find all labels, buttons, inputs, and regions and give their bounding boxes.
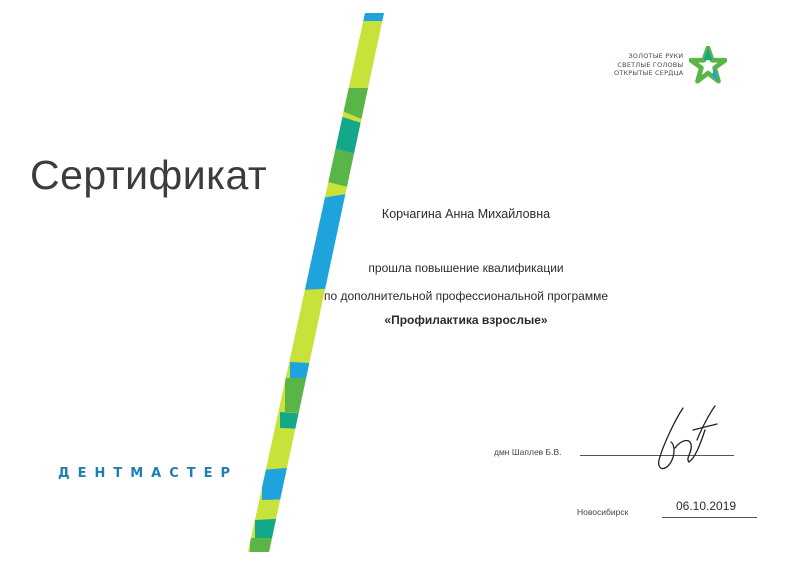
brand-letter: Т <box>113 466 131 481</box>
brand-letter: С <box>169 466 187 481</box>
program-title: «Профилактика взрослые» <box>384 313 548 327</box>
certificate-title: Сертификат <box>30 152 268 198</box>
handwritten-signature <box>645 400 720 480</box>
logo-slogan-line: ОТКРЫТЫЕ СЕРДЦА <box>614 69 684 78</box>
city-label: Новосибирск <box>577 507 629 517</box>
logo-slogan-line: СВЕТЛЫЕ ГОЛОВЫ <box>617 60 684 69</box>
brand-letter: Е <box>77 466 95 481</box>
brand-letter: Н <box>94 466 114 481</box>
star-icon <box>689 46 727 84</box>
brand-letter: Е <box>203 466 221 481</box>
achievement-text: прошла повышение квалификации <box>368 261 564 275</box>
logo-slogan-line: ЗОЛОТЫЕ РУКИ <box>628 52 684 61</box>
date-underline <box>662 517 757 518</box>
brand-letter: Т <box>186 466 204 481</box>
brand-letter: Д <box>58 466 78 481</box>
brand-letter: М <box>130 466 152 481</box>
brand-logotype <box>58 466 238 481</box>
issue-date: 06.10.2019 <box>676 499 737 513</box>
brand-letter: А <box>151 466 170 481</box>
recipient-name: Корчагина Анна Михайловна <box>381 207 551 221</box>
organization-logo <box>614 46 727 84</box>
signer-name: дмн Шаплев Б.В. <box>494 447 562 457</box>
brand-letter: Р <box>220 466 239 481</box>
logo-slogan <box>614 52 683 78</box>
program-description: по дополнительной профессиональной программе <box>323 289 609 303</box>
